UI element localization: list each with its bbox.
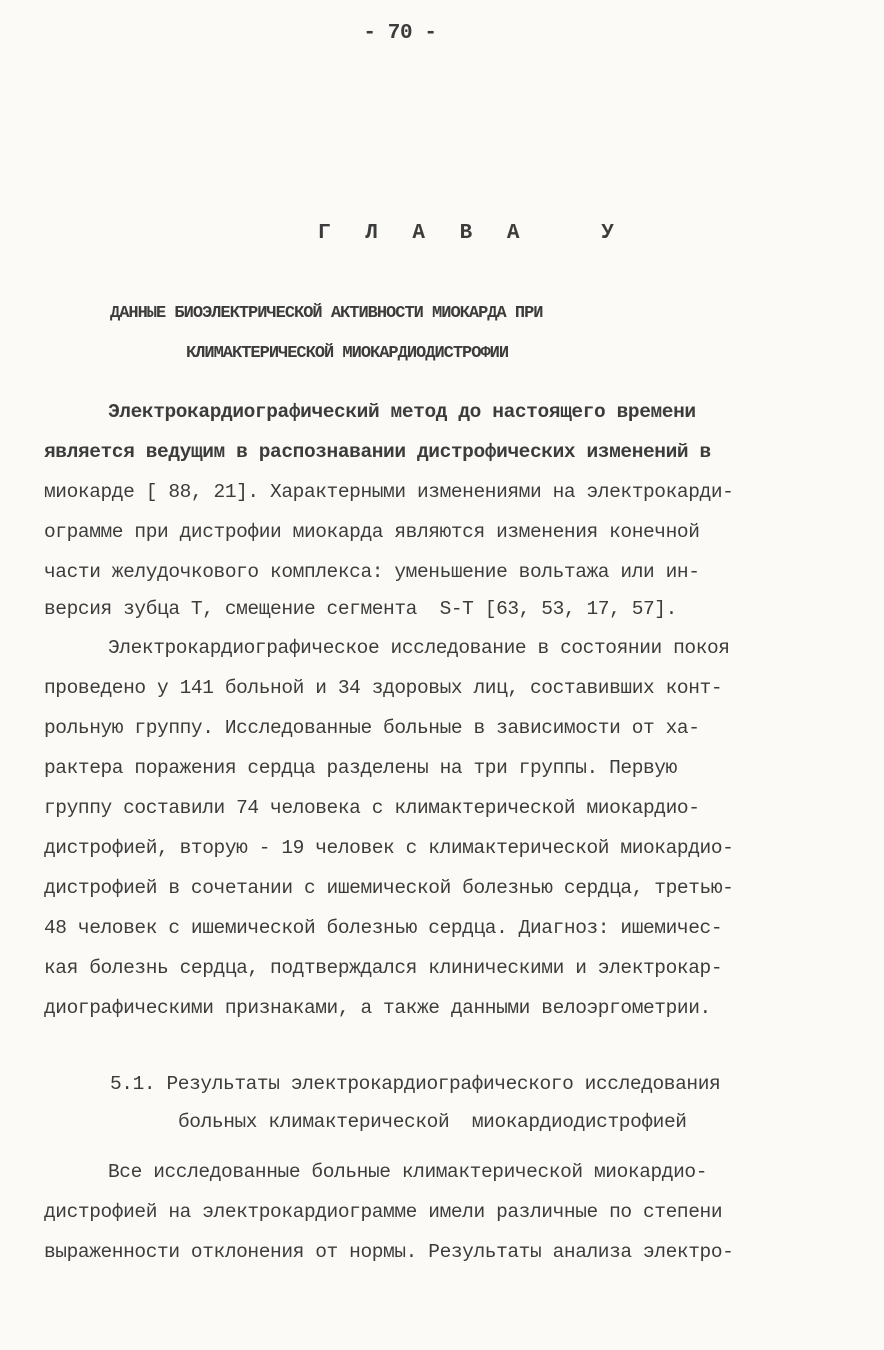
paragraph1-line-3: миокарде [ 88, 21]. Характерными изменениями на электрокарди- xyxy=(44,481,734,503)
paragraph2-line-8: 48 человек с ишемической болезнью сердца. Диагноз: ишемичес- xyxy=(44,917,723,939)
paragraph1-line-6: версия зубца Т, смещение сегмента S-T [63, 53, 17, 57]. xyxy=(44,598,677,620)
section-heading-line-1: 5.1. Результаты электрокардиографического исследования xyxy=(110,1073,721,1095)
paragraph2-line-7: дистрофией в сочетании с ишемической болезнью сердца, третью- xyxy=(44,877,734,899)
paragraph3-line-3: выраженности отклонения от нормы. Результаты анализа электро- xyxy=(44,1241,734,1263)
paragraph3-line-2: дистрофией на электрокардиограмме имели различные по степени xyxy=(44,1201,723,1223)
section-heading-line-2: больных климактерической миокардиодистрофией xyxy=(178,1111,687,1133)
paragraph2-line-6: дистрофией, вторую - 19 человек с климактерической миокардио- xyxy=(44,837,734,859)
paragraph2-line-1: Электрокардиографическое исследование в состоянии покоя xyxy=(108,637,730,659)
paragraph2-line-4: рактера поражения сердца разделены на три группы. Первую xyxy=(44,757,677,779)
paragraph1-line-4: ограмме при дистрофии миокарда являются изменения конечной xyxy=(44,521,700,543)
paragraph2-line-2: проведено у 141 больной и 34 здоровых лиц, составивших конт- xyxy=(44,677,723,699)
paragraph2-line-5: группу составили 74 человека с климактерической миокардио- xyxy=(44,797,700,819)
paragraph3-line-1: Все исследованные больные климактерической миокардио- xyxy=(108,1161,708,1183)
chapter-title-line-2: КЛИМАКТЕРИЧЕСКОЙ МИОКАРДИОДИСТРОФИИ xyxy=(186,344,509,363)
chapter-label: Г Л А В А У xyxy=(318,222,625,245)
paragraph2-line-3: рольную группу. Исследованные больные в зависимости от ха- xyxy=(44,717,700,739)
paragraph2-line-9: кая болезнь сердца, подтверждался клиническими и электрокар- xyxy=(44,957,723,979)
paragraph1-line-5: части желудочкового комплекса: уменьшение вольтажа или ин- xyxy=(44,561,700,583)
paragraph1-line-1: Электрокардиографический метод до настоящего времени xyxy=(108,401,696,423)
paragraph2-line-10: диографическими признаками, а также данными велоэргометрии. xyxy=(44,997,711,1019)
paragraph1-line-2: является ведущим в распознавании дистрофических изменений в xyxy=(44,441,711,463)
chapter-title-line-1: ДАННЫЕ БИОЭЛЕКТРИЧЕСКОЙ АКТИВНОСТИ МИОКАРДА ПРИ xyxy=(110,304,543,323)
page-number: - 70 - xyxy=(363,22,437,45)
